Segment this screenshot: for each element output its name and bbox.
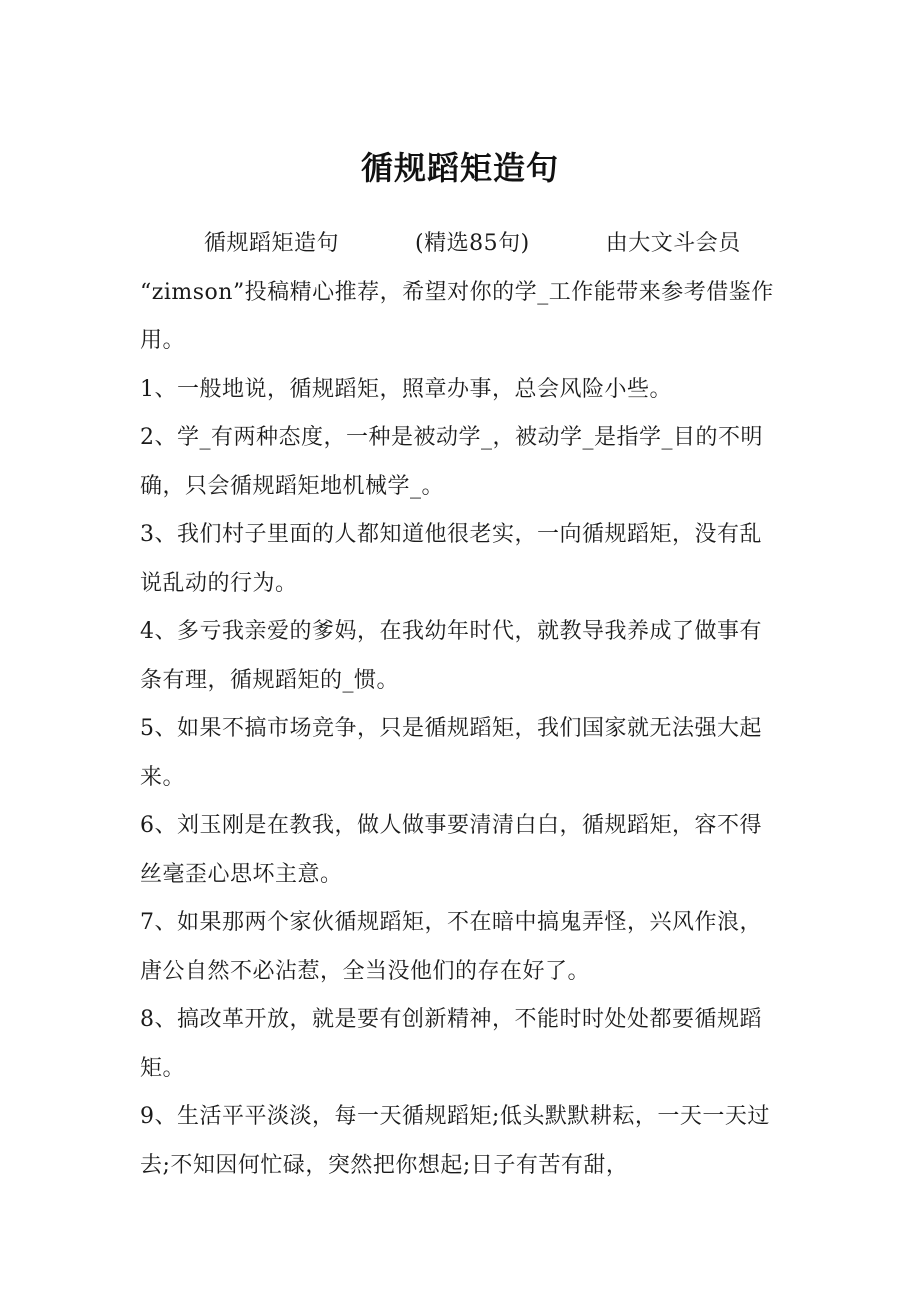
document-title: 循规蹈矩造句 [360, 149, 559, 187]
sentence-6: 6、刘玉刚是在教我，做人做事要清清白白，循规蹈矩，容不得丝毫歪心思坏主意。 [140, 813, 762, 887]
intro-paragraph: “zimson”投稿精心推荐，希望对你的学_工作能带来参考借鉴作用。 [140, 279, 774, 353]
intro-count: (精选85句) [415, 231, 530, 256]
sentence-3: 3、我们村子里面的人都知道他很老实，一向循规蹈矩，没有乱说乱动的行为。 [140, 522, 762, 596]
sentence-2: 2、学_有两种态度，一种是被动学_，被动学_是指学_目的不明确，只会循规蹈矩地机械学_。 [140, 425, 763, 499]
intro-topic: 循规蹈矩造句 [204, 231, 340, 256]
sentence-5: 5、如果不搞市场竞争，只是循规蹈矩，我们国家就无法强大起来。 [140, 716, 762, 790]
sentence-9: 9、生活平平淡淡，每一天循规蹈矩;低头默默耕耘，一天一天过去;不知因何忙碌，突然把你想起;日子有苦有甜， [140, 1104, 770, 1178]
sentence-8: 8、搞改革开放，就是要有创新精神，不能时时处处都要循规蹈矩。 [140, 1007, 762, 1081]
intro-source: 由大文斗会员 [605, 231, 741, 256]
sentence-1: 1、一般地说，循规蹈矩，照章办事，总会风险小些。 [140, 376, 672, 402]
intro-first-line [140, 220, 780, 269]
sentence-4: 4、多亏我亲爱的爹妈，在我幼年时代，就教导我养成了做事有条有理，循规蹈矩的_惯。 [140, 619, 762, 693]
document-body [140, 220, 780, 1190]
sentence-7: 7、如果那两个家伙循规蹈矩，不在暗中搞鬼弄怪，兴风作浪，唐公自然不必沾惹，全当没他们的存在好了。 [140, 910, 762, 984]
